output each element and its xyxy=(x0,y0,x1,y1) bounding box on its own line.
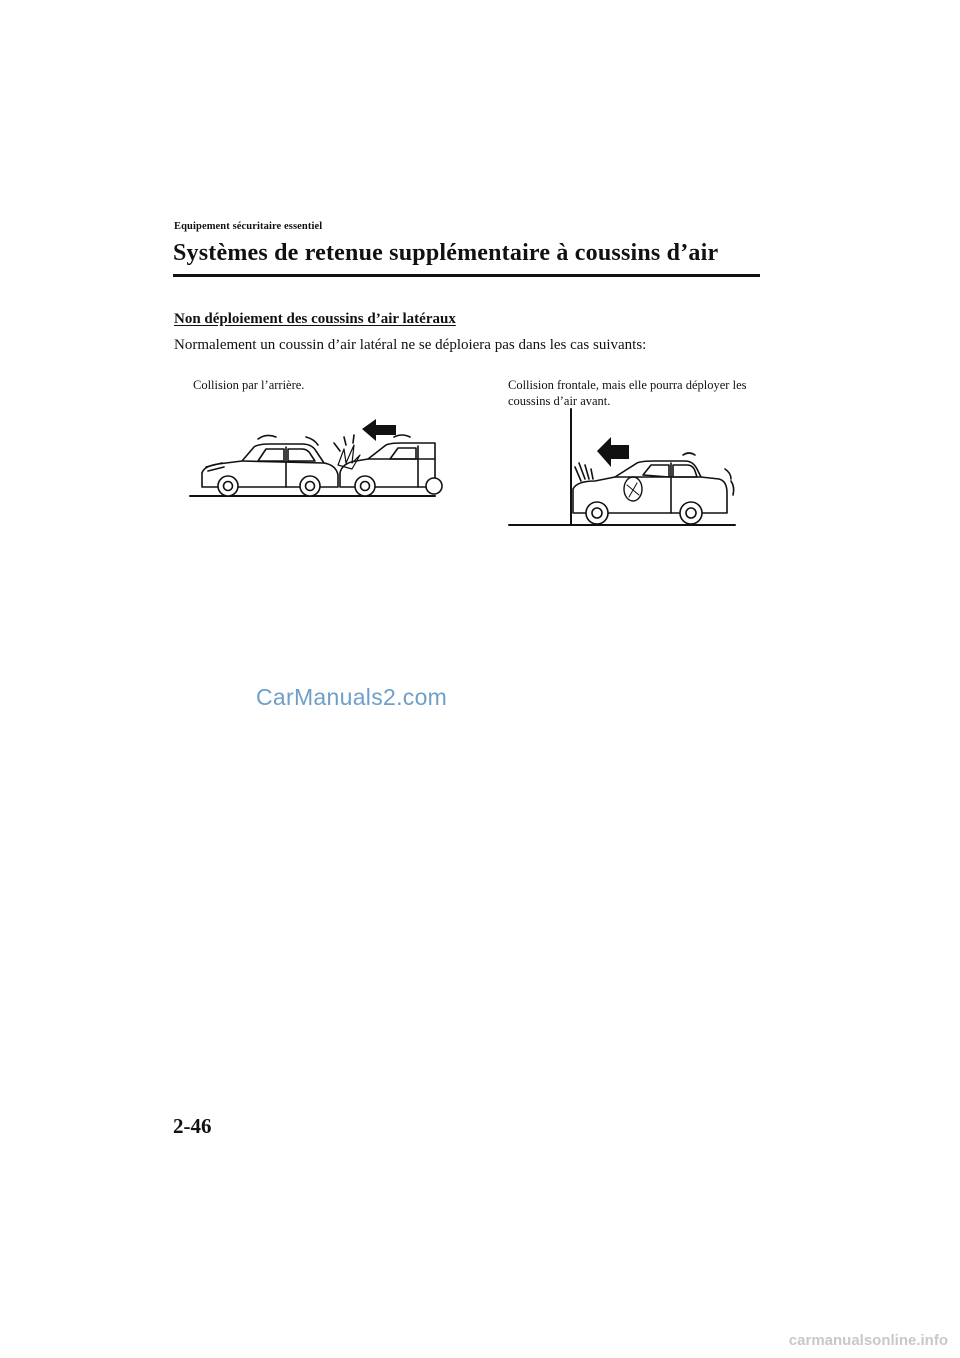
page-number: 2-46 xyxy=(173,1114,212,1138)
title-rule xyxy=(173,274,760,277)
intro-paragraph: Normalement un coussin d’air latéral ne se déploiera pas dans les cas suivants: xyxy=(174,337,647,353)
frontal-collision-illustration xyxy=(505,405,745,530)
figure-caption-rear-collision: Collision par l’arrière. xyxy=(193,378,305,392)
subheading: Non déploiement des coussins d’air latéraux xyxy=(174,311,456,327)
footer-watermark: carmanualsonline.info xyxy=(788,1332,948,1349)
watermark-logo-text: CarManuals2.com xyxy=(256,684,448,710)
rear-collision-illustration xyxy=(190,415,440,505)
chapter-title: Systèmes de retenue supplémentaire à coussins d’air xyxy=(173,240,719,266)
figure-caption-frontal-collision: Collision frontale, mais elle pourra déployer les coussins d’air avant. xyxy=(508,378,747,408)
section-label: Equipement sécuritaire essentiel xyxy=(174,221,323,232)
